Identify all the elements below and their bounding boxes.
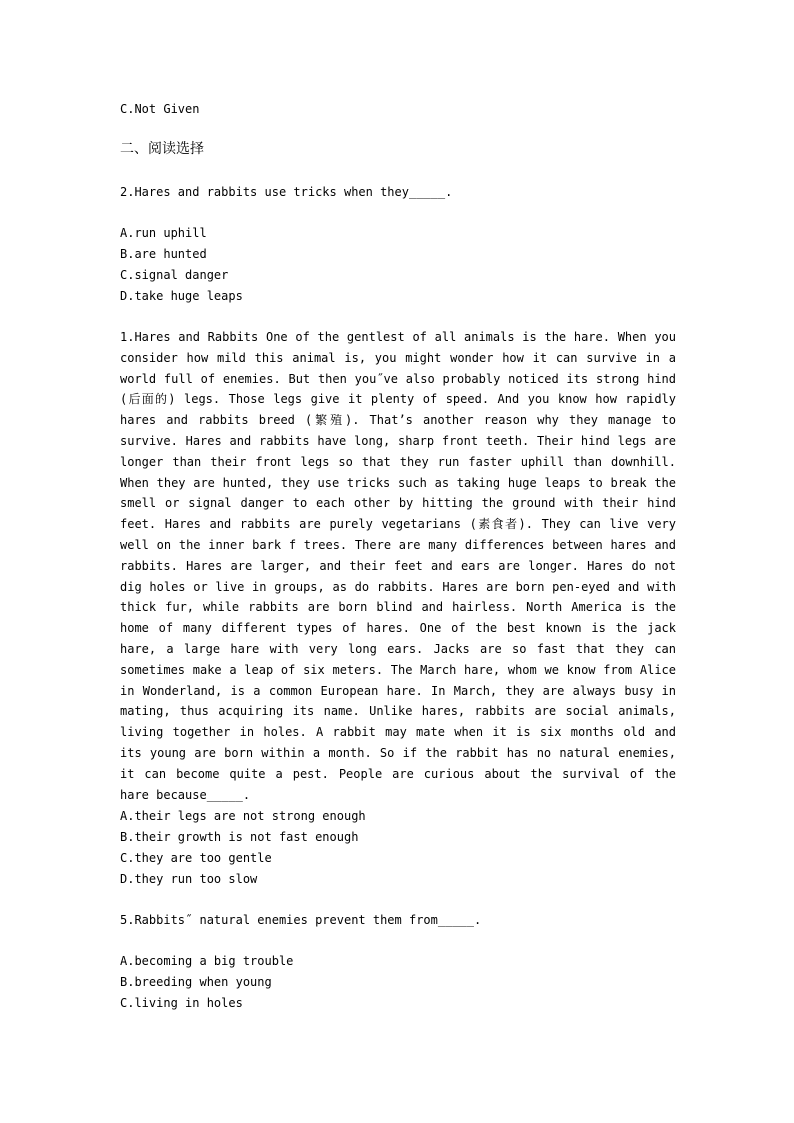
option-b: B.their growth is not fast enough — [120, 830, 359, 844]
option-c: C.signal danger — [120, 268, 229, 282]
option-d: D.take huge leaps — [120, 289, 243, 303]
question-5-stem: 5.Rabbits˝ natural enemies prevent them from_____. — [120, 913, 482, 927]
option-c: C.living in holes — [120, 996, 243, 1010]
prev-option-c: C.Not Given — [120, 102, 200, 116]
question-5-options — [120, 951, 293, 1014]
question-1-options — [120, 806, 366, 890]
question-1-passage: 1.Hares and Rabbits One of the gentlest of all animals is the hare. When you consider how mild this animal is, you might wonder how it can survive in a world full of enemies. But then you˝ve also probably noticed its strong hind (后面的) legs. Those legs give it plenty of speed. And you know how rapidly hares and rabbits breed (繁殖). That’s another reason why they manage to survive. Hares and rabbits have long, sharp front teeth. Their hind legs are longer than their front legs so that they run faster uphill than downhill. When they are hunted, they use tricks such as taking huge leaps to break the smell or signal danger to each other by hitting the ground with their hind feet. Hares and rabbits are purely vegetarians (素食者). They can live very well on the inner bark f trees. There are many differences between hares and rabbits. Hares are larger, and their feet and ears are longer. Hares do not dig holes or live in groups, as do rabbits. Hares are born pen-eyed and with thick fur, while rabbits are born blind and hairless. North America is the home of many different types of hares. One of the best known is the jack hare, a large hare with very long ears. Jacks are so fast that they can sometimes make a leap of six meters. The March hare, whom we know from Alice in Wonderland, is a common European hare. In March, they are always busy in mating, thus acquiring its name. Unlike hares, rabbits are social animals, living together in holes. A rabbit may mate when it is six months old and its young are born within a month. So if the rabbit has no natural enemies, it can become quite a pest. People are curious about the survival of the hare because_____. — [120, 330, 676, 802]
section-heading: 二、阅读选择 — [120, 141, 204, 157]
option-d: D.they run too slow — [120, 872, 258, 886]
option-a: A.their legs are not strong enough — [120, 809, 366, 823]
option-a: A.run uphill — [120, 226, 207, 240]
question-2-stem: 2.Hares and rabbits use tricks when they_____. — [120, 185, 453, 199]
option-b: B.are hunted — [120, 247, 207, 261]
option-b: B.breeding when young — [120, 975, 272, 989]
option-c: C.they are too gentle — [120, 851, 272, 865]
option-a: A.becoming a big trouble — [120, 954, 294, 968]
question-2-options — [120, 223, 243, 307]
